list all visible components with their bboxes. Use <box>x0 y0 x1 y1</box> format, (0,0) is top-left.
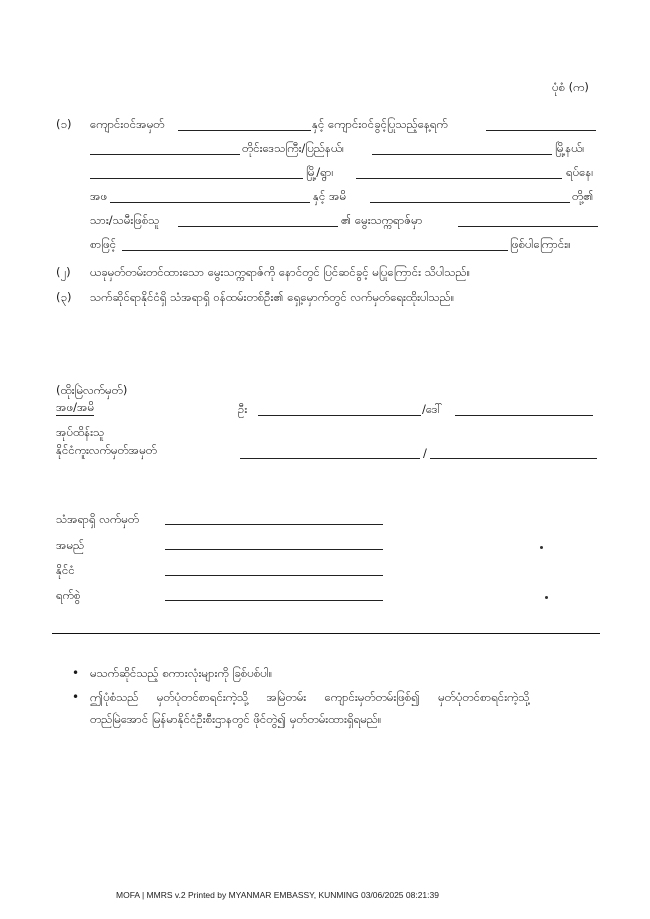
section2-number: (၂) <box>56 265 71 279</box>
note2-text-line2: တည်မြဲအောင် မြန်မာနိုင်ငံဦးစီးဌာနတွင် ဖိုင်တွဲ၍ မှတ်တမ်းထားရှိရမည်။ <box>90 712 382 726</box>
thumbprint-heading: (ထိုးမြဲလက်မှတ်) <box>56 383 128 397</box>
official-signature-label: သံအရာရှိ လက်မှတ် <box>56 512 140 526</box>
entry-date-field[interactable] <box>486 130 596 131</box>
passport-number-field-1[interactable] <box>240 458 420 459</box>
mother-field[interactable] <box>370 202 570 203</box>
child-name-field[interactable] <box>178 226 338 227</box>
note2-bullet: • <box>72 690 80 704</box>
father-field[interactable] <box>110 202 310 203</box>
official-name-field[interactable] <box>165 549 383 550</box>
school-entry-no-field[interactable] <box>178 130 311 131</box>
guardian-label: အုပ်ထိန်းသူ <box>56 425 105 439</box>
parents-possessive-label: တို့၏ <box>572 189 594 203</box>
region-field[interactable] <box>90 154 240 155</box>
residence-label: ရပ်နေ၊ <box>566 165 594 179</box>
section3-number: (၃) <box>56 290 72 304</box>
form-code: ပုံစံ (က) <box>552 80 589 94</box>
passport-number-field-2[interactable] <box>430 458 597 459</box>
declaration-end-label: ဖြစ်ပါကြောင်း။ <box>510 237 571 251</box>
dob-field[interactable] <box>458 226 598 227</box>
dob-label: ၏ မွေးသက္ကရာဇ်မှာ <box>341 213 423 227</box>
child-label: သား/သမီးဖြစ်သူ <box>90 213 160 227</box>
section1-number: (၁) <box>56 117 72 131</box>
official-signature-field[interactable] <box>165 524 383 525</box>
official-date-field[interactable] <box>165 600 383 601</box>
town-village-field[interactable] <box>90 178 303 179</box>
mr-name-field[interactable] <box>258 415 421 416</box>
mrs-name-field[interactable] <box>455 415 593 416</box>
township-field[interactable] <box>372 154 552 155</box>
father-label: အဖ <box>90 189 108 203</box>
residence-field[interactable] <box>356 178 562 179</box>
print-footer: MOFA | MMRS v.2 Printed by MYANMAR EMBASSY, KUNMING 03/06/2025 08:21:39 <box>116 890 439 900</box>
section2-text: ယခုမှတ်တမ်းတင်ထားသော မွေးသက္ကရာဇ်ကို နောင်တွင် ပြင်ဆင်ခွင့် မပြုကြောင်း သိပါသည်။ <box>90 265 471 279</box>
official-date-label: ရက်စွဲ <box>56 588 81 602</box>
parent-label: အဖ/အမိ <box>56 400 95 414</box>
mr-label: ဦး <box>238 402 248 416</box>
region-label: တိုင်းဒေသကြီး/ပြည်နယ်၊ <box>242 141 344 155</box>
passport-number-label: နိုင်ငံကူးလက်မှတ်အမှတ် <box>56 443 157 457</box>
town-village-label: မြို့/ရွာ၊ <box>306 165 334 179</box>
note2-text-line1: ဤပုံစံသည် မှတ်ပုံတင်စာရင်းကဲ့သို့ အမြဲတမ်း ကျောင်းမှတ်တမ်းဖြစ်၍ မှတ်ပုံတင်စာရင်းကဲ့သို့ <box>90 690 530 704</box>
section-divider <box>52 633 600 634</box>
note1-text: မသက်ဆိုင်သည့် စကားလုံးများကို ခြစ်ပစ်ပါ။ <box>90 666 273 680</box>
dob-in-words-field[interactable] <box>122 250 508 251</box>
section3-text: သက်ဆိုင်ရာနိုင်ငံရှိ သံအရာရှိ ဝန်ထမ်းတစ်ဦး၏ ရှေ့မှောက်တွင် လက်မှတ်ရေးထိုးပါသည်။ <box>90 290 455 304</box>
mrs-label: /ဒေါ် <box>422 402 443 416</box>
official-name-label: အမည် <box>56 538 85 552</box>
passport-separator: / <box>423 446 427 460</box>
in-words-label: စာဖြင့် <box>90 237 117 251</box>
speck-2 <box>545 596 548 599</box>
school-entry-no-label: ကျောင်းဝင်အမှတ် <box>90 117 165 131</box>
official-country-label: နိုင်ငံ <box>56 563 75 577</box>
official-country-field[interactable] <box>165 575 383 576</box>
note1-bullet: • <box>72 666 80 680</box>
mother-label: နှင့် အမိ <box>313 189 347 203</box>
speck-1 <box>540 546 543 549</box>
township-label: မြို့နယ်၊ <box>555 141 585 155</box>
entry-date-label: နှင့် ကျောင်းဝင်ခွင့်ပြုသည့်နေ့ရက် <box>312 117 448 131</box>
